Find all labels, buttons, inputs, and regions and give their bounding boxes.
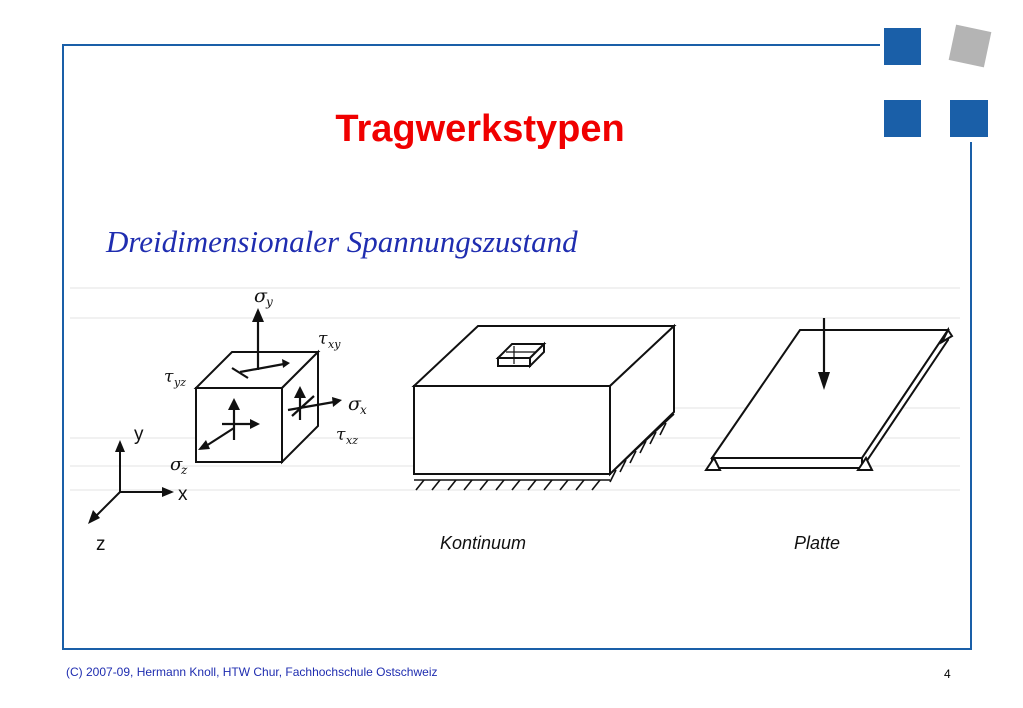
plate-drawing	[706, 330, 952, 470]
axis-z-label: z	[96, 534, 106, 555]
platte-label: Platte	[794, 533, 841, 553]
kontinuum-label: Kontinuum	[440, 533, 527, 553]
slide-title: Tragwerkstypen	[335, 108, 625, 150]
tau-yz-label: τ	[164, 367, 174, 387]
slide-subtitle: Dreidimensionaler Spannungszustand	[106, 224, 578, 259]
sigma-x-sub: x	[360, 403, 367, 417]
sigma-z-label: σ	[170, 454, 183, 475]
page-number: 4	[944, 667, 951, 681]
axis-x-label: x	[178, 484, 188, 505]
coordinate-axes	[88, 440, 174, 524]
footer-copyright: (C) 2007-09, Hermann Knoll, HTW Chur, Fachhochschule Ostschweiz	[66, 665, 438, 679]
sigma-z-sub: z	[181, 463, 188, 477]
tau-xy-sub: xy	[328, 338, 341, 351]
tau-yz-sub: yz	[174, 376, 187, 389]
tau-xz-sub: xz	[346, 434, 358, 447]
tau-xz-label: τ	[336, 425, 346, 445]
sigma-y-label: σ	[254, 285, 267, 307]
axis-y-label: y	[134, 424, 144, 445]
sigma-x-label: σ	[348, 393, 361, 415]
sigma-y-sub: y	[266, 295, 273, 309]
tau-xy-label: τ	[318, 329, 328, 349]
